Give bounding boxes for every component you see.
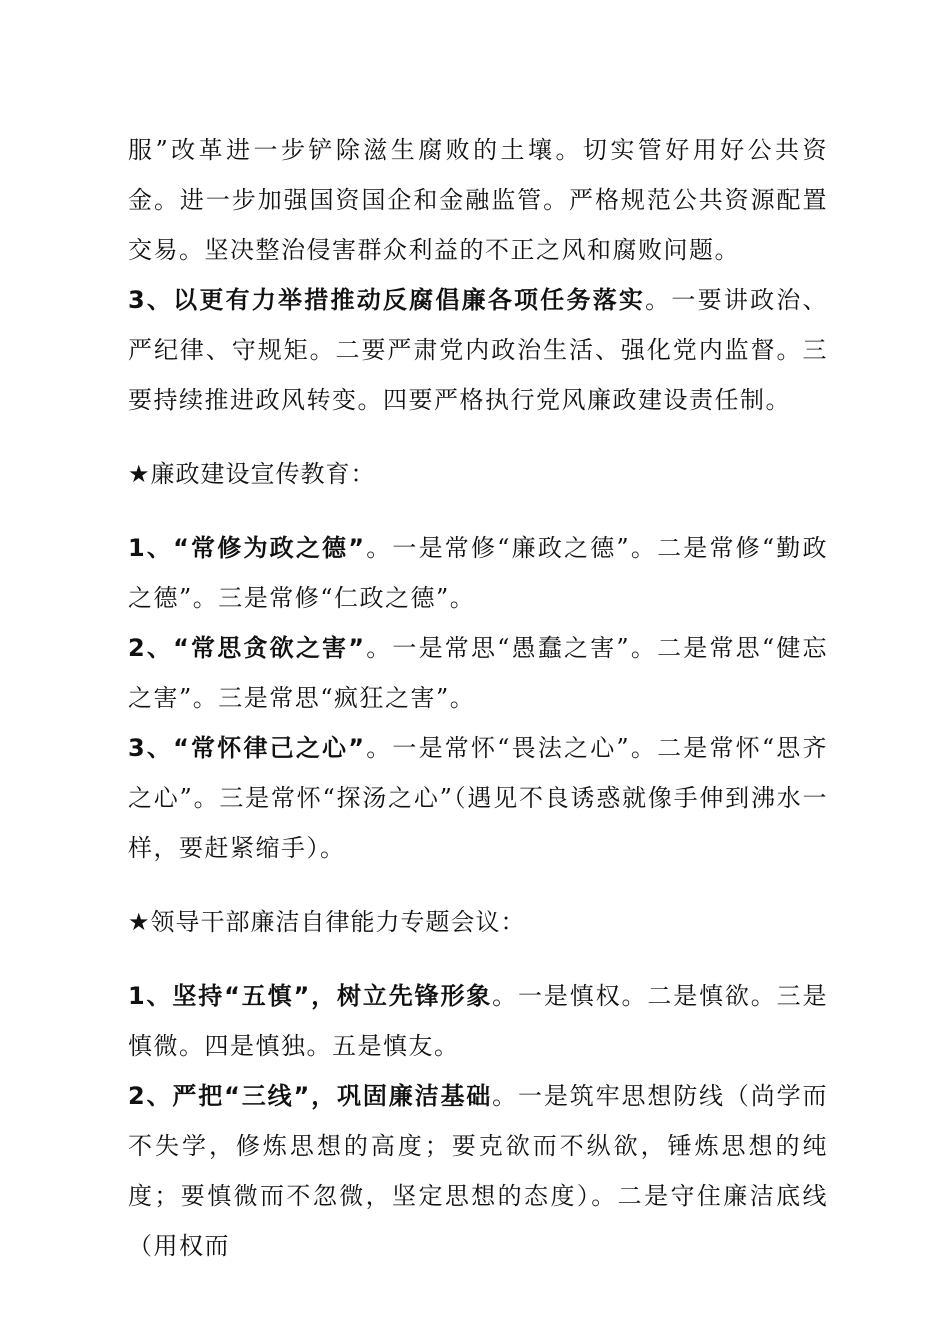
document-page (128, 125, 828, 1271)
section-items (128, 971, 828, 1271)
list-item (128, 971, 828, 1071)
item-body: 。一是常修“廉政之德”。二是常修“勤政之德”。三是常修“仁政之德”。 (128, 534, 828, 612)
list-item (128, 523, 828, 623)
item-lead: 2、“常思贪欲之害” (128, 634, 366, 662)
item-body: 。一是常思“愚蠢之害”。二是常思“健忘之害”。三是常思“疯狂之害”。 (128, 634, 828, 712)
list-item (128, 623, 828, 723)
intro-text: 服”改革进一步铲除滋生腐败的土壤。切实管好用好公共资金。进一步加强国资国企和金融监管。严格规范公共资源配置交易。坚决整治侵害群众利益的不正之风和腐败问题。 (128, 136, 828, 264)
item-lead: 2、严把“三线”，巩固廉洁基础 (128, 1082, 493, 1110)
item-lead: 3、“常怀律己之心” (128, 734, 366, 762)
section-heading: ★领导干部廉洁自律能力专题会议： (128, 908, 526, 936)
section-items (128, 523, 828, 873)
list-item (128, 1071, 828, 1271)
item-lead: 1、“常修为政之德” (128, 534, 366, 562)
intro-paragraph (128, 125, 828, 275)
list-item (128, 723, 828, 873)
section-heading: ★廉政建设宣传教育： (128, 460, 376, 488)
item-lead: 1、坚持“五慎”，树立先锋形象 (128, 982, 493, 1010)
item-body: 。一要讲政治、严纪律、守规矩。二要严肃党内政治生活、强化党内监督。三要持续推进政风转变。四要严格执行党风廉政建设责任制。 (128, 286, 829, 414)
item-lead: 3、以更有力举措推动反腐倡廉各项任务落实 (128, 286, 646, 314)
item-top-3 (128, 275, 828, 425)
item-body: 。一是慎权。二是慎欲。三是慎微。四是慎独。五是慎友。 (128, 982, 829, 1060)
item-body: 。一是筑牢思想防线（尚学而不失学，修炼思想的高度；要克欲而不纵欲，锤炼思想的纯度；要慎微而不忽微，坚定思想的态度）。二是守住廉洁底线（用权而 (128, 1082, 829, 1260)
item-body: 。一是常怀“畏法之心”。二是常怀“思齐之心”。三是常怀“探汤之心”（遇见不良诱惑就像手伸到沸水一样，要赶紧缩手）。 (128, 734, 828, 862)
